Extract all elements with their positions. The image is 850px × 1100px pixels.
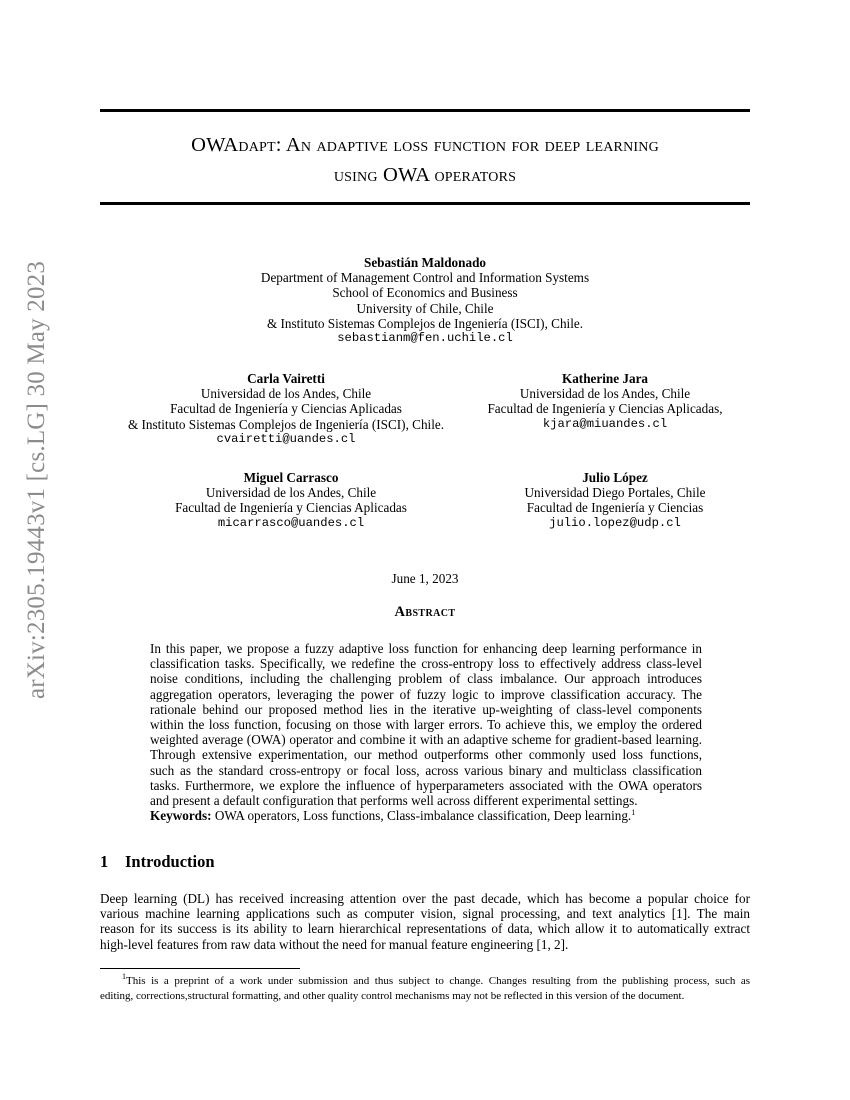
- body-line: reason for its success is its ability to learn hierarchical representations of data, which allow it to automatically extract: [100, 921, 750, 937]
- title-line-2: using OWA operators: [333, 164, 517, 186]
- title-bottom-rule: [100, 202, 750, 205]
- author-affiliation: Facultad de Ingeniería y Ciencias Aplicadas,: [487, 401, 723, 417]
- author-affiliation: Universidad Diego Portales, Chile: [524, 485, 706, 501]
- author-affiliation: Department of Management Control and Information Systems: [260, 270, 590, 286]
- author-name: Katherine Jara: [561, 371, 649, 386]
- abstract-line: tasks. Furthermore, we explore the influence of hyperparameters associated with the OWA operators: [150, 777, 702, 793]
- keywords-text: OWA operators, Loss functions, Class-imbalance classification, Deep learning.: [214, 808, 632, 824]
- date-text: June 1, 2023: [391, 571, 459, 586]
- footnote-line: editing, corrections,structural formatting, and other quality control mechanisms may not be reflected in this version of the document.: [100, 989, 685, 1002]
- author-email[interactable]: kjara@miuandes.cl: [542, 416, 668, 431]
- arxiv-sidebar-stamp: arXiv:2305.19443v1 [cs.LG] 30 May 2023: [23, 260, 50, 700]
- footnote-mark: 1: [122, 972, 127, 981]
- author-name: Carla Vairetti: [247, 371, 325, 386]
- author-block-maldonado: [125, 255, 725, 346]
- author-affiliation: & Instituto Sistemas Complejos de Ingeniería (ISCI), Chile.: [266, 315, 584, 331]
- author-email[interactable]: sebastianm@fen.uchile.cl: [337, 331, 513, 346]
- author-affiliation: University of Chile, Chile: [356, 300, 494, 316]
- footnote-text: This is a preprint of a work under submission and thus subject to change. Changes resulting from the publishing process, such as: [126, 975, 750, 987]
- section-number: 1: [100, 852, 109, 871]
- abstract-line: weighted average (OWA) operator and combine it with an adaptive scheme for gradient-based learning.: [150, 732, 702, 748]
- author-affiliation: Universidad de los Andes, Chile: [519, 386, 691, 402]
- abstract-line: rationale behind our proposed method lies in the iterative up-weighting of class-level components: [150, 701, 702, 717]
- section-heading-introduction: [100, 852, 215, 872]
- abstract-body: [150, 641, 702, 823]
- abstract-line: such as the standard cross-entropy or focal loss, across various binary and multiclass classification: [150, 762, 702, 778]
- footnote: [100, 974, 750, 1003]
- author-affiliation: Facultad de Ingeniería y Ciencias Aplicadas: [170, 401, 402, 417]
- author-affiliation: School of Economics and Business: [332, 285, 518, 301]
- author-affiliation: Universidad de los Andes, Chile: [205, 485, 377, 501]
- abstract-line: within the loss function, focusing on those with larger errors. To achieve this, we employ the ordered: [150, 717, 702, 733]
- abstract-line: In this paper, we propose a fuzzy adaptive loss function for enhancing deep learning performance in: [150, 641, 702, 656]
- body-line: various machine learning applications such as computer vision, signal processing, and text analytics [1]. The main: [100, 906, 750, 922]
- paper-title: [100, 130, 750, 190]
- title-top-rule: [100, 109, 750, 112]
- body-line: high-level features from raw data without the need for manual feature engineering [1, 2].: [100, 936, 569, 952]
- section-title: Introduction: [125, 852, 215, 871]
- abstract-line: Through extensive experimentation, our method outperforms other commonly used loss functions,: [150, 747, 702, 763]
- title-line-1: OWAdapt: An adaptive loss function for deep learning: [191, 134, 659, 156]
- abstract-line: classification tasks. Specifically, we redefine the cross-entropy loss to effectively address class-level: [150, 656, 702, 672]
- footnote-rule: [100, 968, 300, 969]
- abstract-line: noise conditions, including the challenging problem of class imbalance. Our approach introduces: [150, 671, 702, 687]
- introduction-body: [100, 891, 750, 952]
- author-affiliation: & Instituto Sistemas Complejos de Ingeniería (ISCI), Chile.: [127, 416, 445, 432]
- author-name: Julio López: [582, 470, 648, 485]
- abstract-line: aggregation operators, leveraging the power of fuzzy logic to improve classification accuracy. The: [150, 686, 702, 702]
- abstract-heading: Abstract: [394, 604, 456, 620]
- author-block-carrasco: [111, 470, 471, 531]
- author-block-jara: [455, 371, 755, 432]
- footnote-ref[interactable]: 1: [631, 808, 636, 818]
- author-email[interactable]: cvairetti@uandes.cl: [216, 431, 356, 446]
- author-block-lopez: [455, 470, 775, 531]
- author-block-vairetti: [96, 371, 476, 447]
- author-affiliation: Facultad de Ingeniería y Ciencias Aplicadas: [175, 500, 407, 516]
- author-name: Sebastián Maldonado: [363, 255, 487, 270]
- author-affiliation: Universidad de los Andes, Chile: [200, 386, 372, 402]
- keywords-label: Keywords:: [150, 808, 212, 824]
- author-email[interactable]: micarrasco@uandes.cl: [217, 515, 365, 530]
- keywords-line: [150, 808, 702, 823]
- footnote-line: [100, 974, 750, 989]
- author-affiliation: Facultad de Ingeniería y Ciencias: [526, 500, 704, 516]
- author-email[interactable]: julio.lopez@udp.cl: [549, 515, 681, 530]
- author-name: Miguel Carrasco: [243, 470, 339, 485]
- paper-date: [325, 571, 525, 586]
- body-line: Deep learning (DL) has received increasing attention over the past decade, which has become a popular choice for: [100, 891, 750, 906]
- abstract-line: and present a default configuration that performs well across different experimental settings.: [150, 793, 638, 809]
